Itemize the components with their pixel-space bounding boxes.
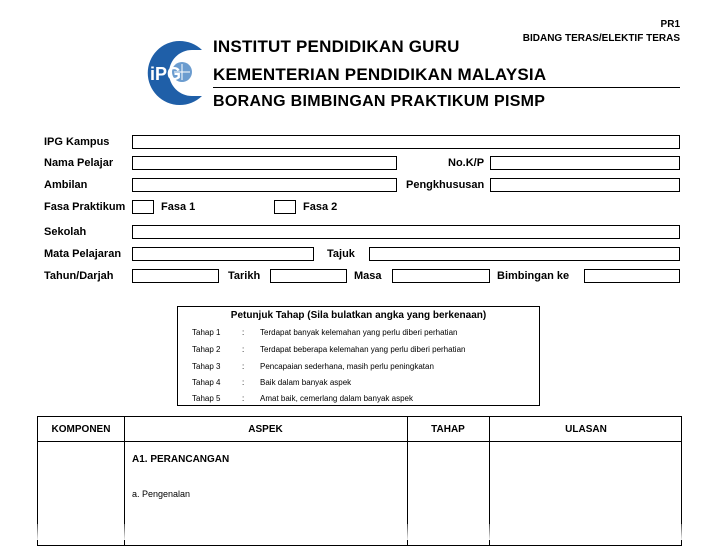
- fasa-1-label: Fasa 1: [161, 201, 196, 213]
- column-header-tahap: TAHAP: [431, 424, 465, 435]
- legend-row: [192, 328, 457, 337]
- tahap-description: Terdapat banyak kelemahan yang perlu diberi perhatian: [260, 328, 458, 337]
- no-kp-label: No.K/P: [448, 157, 485, 169]
- no-kp-field[interactable]: [490, 156, 680, 170]
- bottom-fade: [0, 524, 720, 540]
- tahap-level: Tahap 1: [192, 328, 221, 337]
- mata-pelajaran-field[interactable]: [132, 247, 314, 261]
- ipg-kampus-field[interactable]: [132, 135, 680, 149]
- tajuk-field[interactable]: [369, 247, 680, 261]
- header-row-divider: [38, 441, 681, 442]
- column-header-ulasan: ULASAN: [565, 424, 607, 435]
- tahap-description: Terdapat beberapa kelemahan yang perlu diberi perhatian: [260, 345, 466, 354]
- header-divider: [213, 87, 680, 88]
- bimbingan-ke-label: Bimbingan ke: [497, 270, 570, 282]
- aspect-item: a. Pengenalan: [132, 489, 191, 499]
- mata-pelajaran-label: Mata Pelajaran: [44, 248, 122, 260]
- ambilan-label: Ambilan: [44, 179, 88, 191]
- bimbingan-ke-field[interactable]: [584, 269, 680, 283]
- column-header-komponen: KOMPONEN: [51, 424, 111, 435]
- form-stream: BIDANG TERAS/ELEKTIF TERAS: [522, 33, 680, 44]
- tahap-level: Tahap 2: [192, 345, 221, 354]
- tahap-description: Amat baik, cemerlang dalam banyak aspek: [260, 394, 413, 403]
- tajuk-label: Tajuk: [327, 248, 355, 260]
- form-code-block: [523, 18, 680, 46]
- form-title: BORANG BIMBINGAN PRAKTIKUM PISMP: [213, 93, 546, 110]
- ipg-kampus-label: IPG Kampus: [44, 136, 110, 148]
- tarikh-field[interactable]: [270, 269, 347, 283]
- form-code: PR1: [660, 19, 680, 30]
- pengkhususan-field[interactable]: [490, 178, 680, 192]
- legend-row: [192, 378, 351, 387]
- logo-text: iPG: [150, 64, 182, 84]
- separator: :: [242, 328, 245, 337]
- fasa-1-checkbox[interactable]: [132, 200, 154, 214]
- ipg-logo: [140, 36, 212, 108]
- legend-row: [192, 394, 413, 403]
- nama-pelajar-label: Nama Pelajar: [44, 157, 114, 169]
- legend-row: [192, 345, 465, 354]
- institute-name: INSTITUT PENDIDIKAN GURU: [213, 37, 460, 56]
- separator: :: [242, 345, 245, 354]
- legend-row: [192, 362, 434, 371]
- nama-pelajar-field[interactable]: [132, 156, 397, 170]
- separator: :: [242, 378, 245, 387]
- fasa-2-checkbox[interactable]: [274, 200, 296, 214]
- tahap-level: Tahap 5: [192, 394, 221, 403]
- tahap-level: Tahap 3: [192, 362, 221, 371]
- sekolah-label: Sekolah: [44, 226, 87, 238]
- tarikh-label: Tarikh: [228, 270, 261, 282]
- ministry-name: KEMENTERIAN PENDIDIKAN MALAYSIA: [213, 65, 547, 84]
- sekolah-field[interactable]: [132, 225, 680, 239]
- section-heading: A1. PERANCANGAN: [132, 454, 230, 465]
- petunjuk-tahap-box: [177, 306, 540, 406]
- column-header-aspek: ASPEK: [248, 424, 283, 435]
- tahun-darjah-label: Tahun/Darjah: [44, 270, 114, 282]
- tahap-description: Baik dalam banyak aspek: [260, 378, 352, 387]
- tahun-darjah-field[interactable]: [132, 269, 219, 283]
- separator: :: [242, 394, 245, 403]
- pengkhususan-label: Pengkhususan: [406, 179, 485, 191]
- tahap-level: Tahap 4: [192, 378, 221, 387]
- tahap-description: Pencapaian sederhana, masih perlu peningkatan: [260, 362, 434, 371]
- masa-field[interactable]: [392, 269, 490, 283]
- separator: :: [242, 362, 245, 371]
- legend-title: Petunjuk Tahap (Sila bulatkan angka yang berkenaan): [230, 310, 487, 321]
- fasa-praktikum-label: Fasa Praktikum: [44, 201, 126, 213]
- masa-label: Masa: [354, 270, 382, 282]
- fasa-2-label: Fasa 2: [303, 201, 338, 213]
- ambilan-field[interactable]: [132, 178, 397, 192]
